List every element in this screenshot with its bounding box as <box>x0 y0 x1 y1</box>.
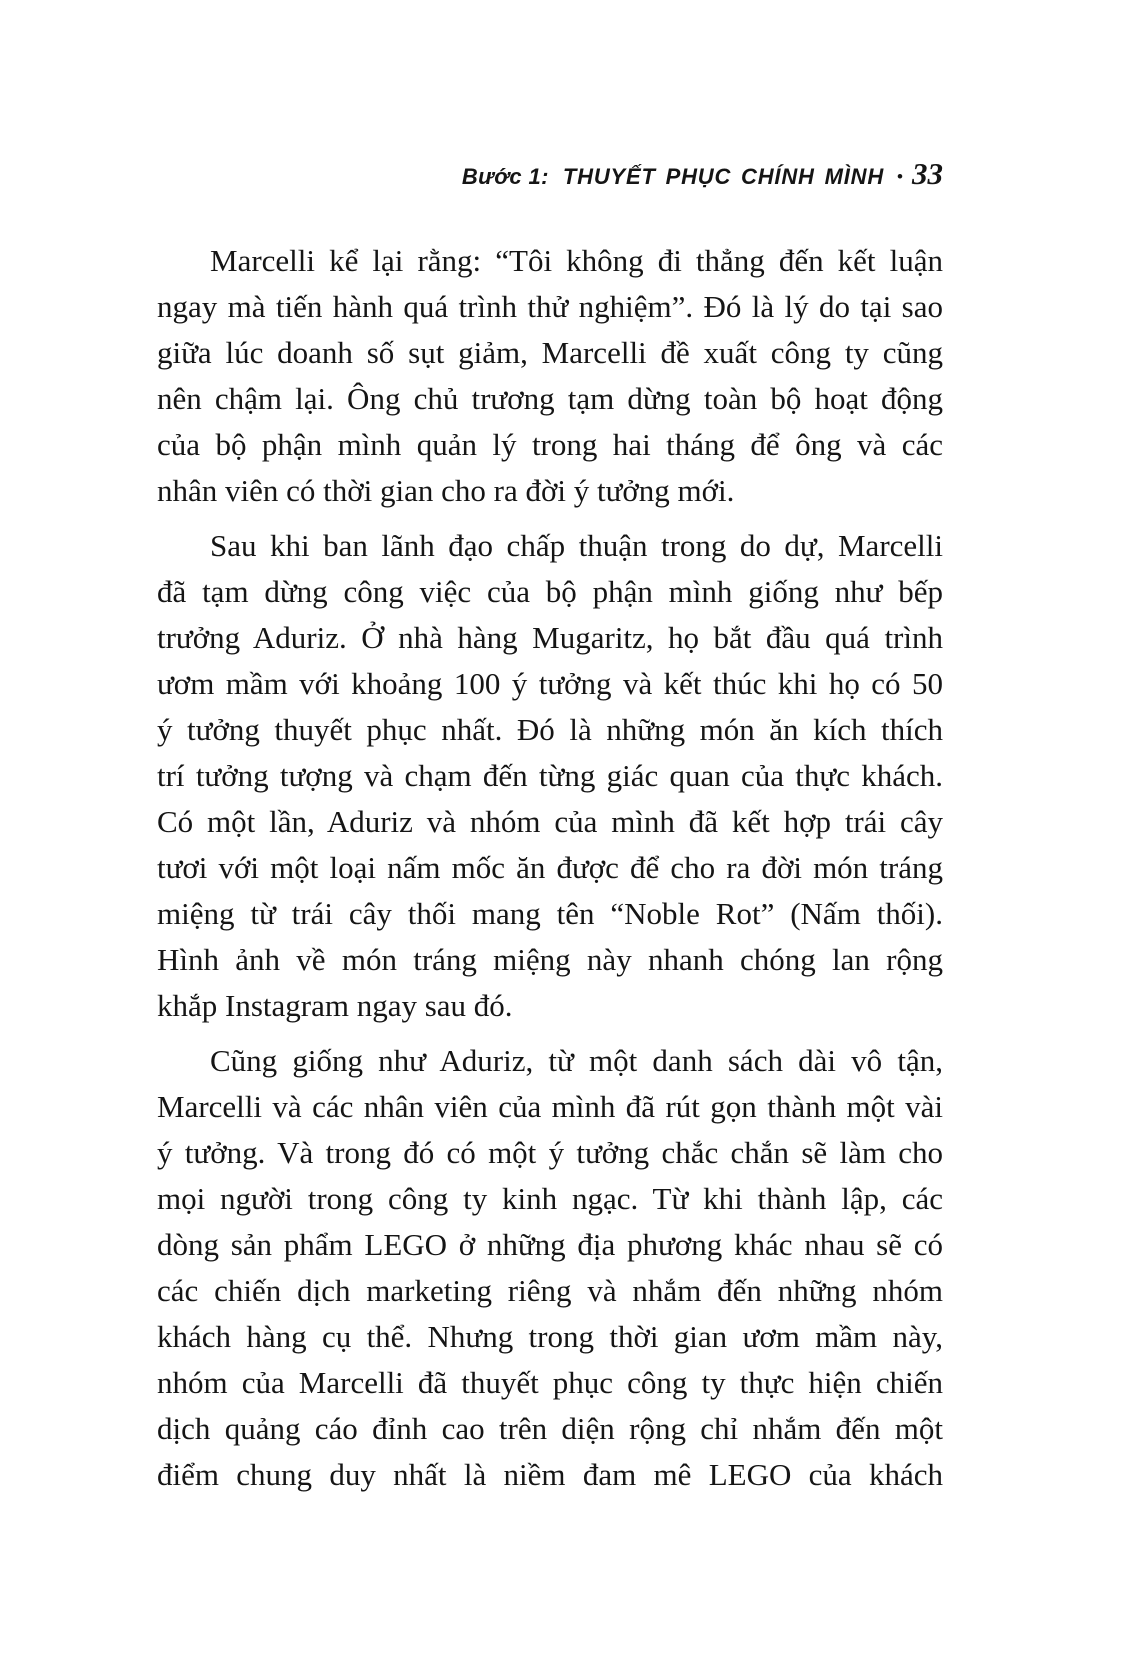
text-line: ý tưởng thuyết phục nhất. Đó là những món ăn kích thích <box>157 712 943 747</box>
page-number: 33 <box>912 156 943 191</box>
text-line: Sau khi ban lãnh đạo chấp thuận trong do dự, Marcelli <box>210 528 943 563</box>
paragraph <box>157 1038 943 1498</box>
text-line: Hình ảnh về món tráng miệng này nhanh chóng lan rộng <box>157 942 943 977</box>
text-line: Có một lần, Aduriz và nhóm của mình đã kết hợp trái cây <box>157 804 943 839</box>
text-line: của bộ phận mình quản lý trong hai tháng để ông và các <box>157 427 943 462</box>
text-line: nhân viên có thời gian cho ra đời ý tưởng mới. <box>157 473 735 508</box>
text-line: các chiến dịch marketing riêng và nhắm đến những nhóm <box>157 1273 943 1308</box>
text-line: Marcelli kể lại rằng: “Tôi không đi thẳng đến kết luận <box>210 243 943 278</box>
text-line: ươm mầm với khoảng 100 ý tưởng và kết thúc khi họ có 50 <box>157 666 943 701</box>
text-line: dịch quảng cáo đỉnh cao trên diện rộng chỉ nhắm đến một <box>157 1411 943 1446</box>
text-line: miệng từ trái cây thối mang tên “Noble Rot” (Nấm thối). <box>157 896 943 931</box>
text-line: giữa lúc doanh số sụt giảm, Marcelli đề xuất công ty cũng <box>157 335 943 370</box>
chapter-title: THUYẾT PHỤC CHÍNH MÌNH <box>562 164 885 189</box>
text-line: trưởng Aduriz. Ở nhà hàng Mugaritz, họ bắt đầu quá trình <box>157 620 943 655</box>
text-line: ý tưởng. Và trong đó có một ý tưởng chắc chắn sẽ làm cho <box>157 1135 943 1170</box>
text-line: nên chậm lại. Ông chủ trương tạm dừng toàn bộ hoạt động <box>157 381 943 416</box>
text-line: khách hàng cụ thể. Nhưng trong thời gian ươm mầm này, <box>157 1319 943 1354</box>
text-line: khắp Instagram ngay sau đó. <box>157 988 513 1023</box>
text-line: nhóm của Marcelli đã thuyết phục công ty thực hiện chiến <box>157 1365 943 1400</box>
text-line: trí tưởng tượng và chạm đến từng giác quan của thực khách. <box>157 758 943 793</box>
chapter-label: Bước 1: <box>461 164 549 189</box>
text-line: điểm chung duy nhất là niềm đam mê LEGO của khách <box>157 1457 943 1492</box>
paragraph <box>157 523 943 1029</box>
text-line: đã tạm dừng công việc của bộ phận mình giống như bếp <box>157 574 943 609</box>
text-line: ngay mà tiến hành quá trình thử nghiệm”. Đó là lý do tại sao <box>157 289 943 324</box>
text-line: dòng sản phẩm LEGO ở những địa phương khác nhau sẽ có <box>157 1227 943 1262</box>
text-line: Cũng giống như Aduriz, từ một danh sách dài vô tận, <box>210 1043 943 1078</box>
separator-bullet: • <box>897 167 903 186</box>
page-body <box>157 238 943 1498</box>
text-line: Marcelli và các nhân viên của mình đã rút gọn thành một vài <box>157 1089 943 1124</box>
running-header <box>157 156 943 192</box>
text-line: mọi người trong công ty kinh ngạc. Từ khi thành lập, các <box>157 1181 943 1216</box>
text-line: tươi với một loại nấm mốc ăn được để cho ra đời món tráng <box>157 850 943 885</box>
paragraph <box>157 238 943 514</box>
